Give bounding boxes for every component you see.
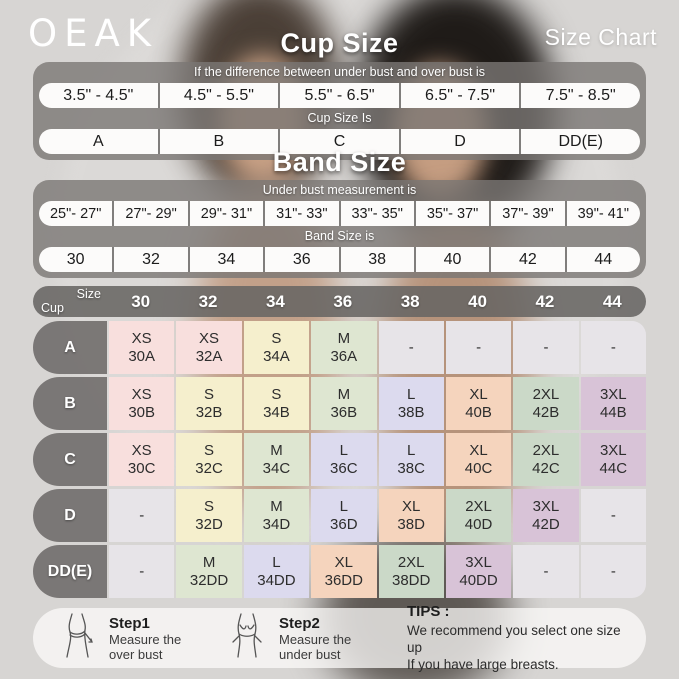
matrix-cell-code: 34DD [257, 571, 296, 589]
matrix-row-label: A [33, 321, 107, 374]
band-value-cell: 38 [339, 247, 414, 272]
matrix-cell-size: S [204, 442, 215, 459]
step2-title: Step2 [279, 614, 320, 632]
matrix-cell [311, 433, 376, 486]
cup-condition-label: If the difference between under bust and over bust is [194, 65, 485, 79]
matrix-cell-size: 2XL [397, 554, 425, 571]
band-value-cell: 36 [263, 247, 338, 272]
brand-logo: OEAK [28, 12, 159, 55]
matrix-cell-code: 30A [128, 347, 156, 365]
page-title: Size Chart [544, 24, 657, 50]
band-value-cell: 34 [188, 247, 263, 272]
cup-size-title: Cup Size [280, 28, 399, 58]
corner-cup-label: Cup [41, 301, 64, 315]
matrix-cell-size: L [407, 386, 416, 403]
matrix-cell-size: M [270, 442, 283, 459]
matrix-cell-empty: - [476, 338, 482, 356]
matrix-cell-size: 2XL [465, 498, 492, 515]
matrix-cell-size: 3XL [599, 386, 627, 403]
cup-range-cell: 5.5" - 6.5" [278, 83, 399, 108]
matrix-column-header: 32 [198, 291, 218, 311]
matrix-cell-code: 44B [599, 403, 627, 421]
step2-text-line2: under bust [279, 646, 341, 662]
matrix-cell-size: XL [402, 498, 421, 515]
matrix-cell-size: S [204, 498, 215, 515]
matrix-cell-size: S [271, 330, 282, 347]
cup-value-cell: D [399, 129, 520, 154]
matrix-cell [581, 377, 646, 430]
matrix-cell [311, 489, 376, 542]
band-range-cell: 27"- 29" [112, 201, 187, 226]
matrix-cell-size: XL [334, 554, 353, 571]
matrix-cell [446, 377, 511, 430]
tips-block [407, 603, 626, 673]
matrix-cell-empty: - [139, 506, 145, 524]
matrix-cell-code: 34D [262, 515, 291, 533]
matrix-cell [581, 545, 646, 598]
band-range-cell: 39"- 41" [565, 201, 640, 226]
tips-line2: If you have large breasts. [407, 657, 559, 672]
matrix-cell-size: M [202, 554, 216, 571]
matrix-cell-size: M [337, 386, 351, 403]
matrix-cell [109, 433, 174, 486]
matrix-column-header: 36 [333, 291, 353, 311]
matrix-cell [176, 545, 241, 598]
band-size-table [33, 180, 646, 278]
band-condition-label: Under bust measurement is [262, 183, 417, 197]
matrix-column-header: 34 [265, 291, 285, 311]
matrix-cell-size: 2XL [532, 442, 560, 459]
matrix-cell-size: S [271, 386, 282, 403]
matrix-cell [379, 433, 444, 486]
matrix-cell-empty: - [408, 338, 414, 356]
matrix-cell [379, 545, 444, 598]
matrix-cell [581, 433, 646, 486]
band-value-cell: 32 [112, 247, 187, 272]
matrix-row [33, 545, 646, 598]
matrix-cell-empty: - [543, 338, 549, 356]
matrix-cell-code: 36DD [324, 571, 363, 589]
matrix-cell [379, 377, 444, 430]
cup-value-cell: B [158, 129, 279, 154]
matrix-cell-code: 38D [397, 515, 425, 533]
tips-title: TIPS : [407, 603, 450, 620]
matrix-cell-code: 32B [195, 403, 223, 421]
matrix-cell-size: XS [131, 442, 152, 459]
matrix-cell-empty: - [543, 562, 549, 580]
matrix-cell-code: 30C [127, 459, 156, 477]
step2-text-line1: Measure the [279, 631, 352, 647]
matrix-header-row [33, 286, 646, 317]
matrix-cell [379, 321, 444, 374]
band-value-cell: 40 [414, 247, 489, 272]
matrix-cell-empty: - [610, 562, 616, 580]
matrix-cell-size: L [339, 442, 348, 459]
matrix-cell [176, 489, 241, 542]
matrix-cell-code: 38B [397, 403, 425, 421]
matrix-cell-code: 42C [532, 459, 560, 477]
matrix-cell [244, 545, 309, 598]
cup-range-cell: 3.5" - 4.5" [63, 86, 134, 104]
matrix-cell-code: 32A [195, 347, 223, 365]
cup-range-row [39, 83, 640, 108]
cup-value-cell: C [278, 129, 399, 154]
matrix-cell-size: XS [131, 330, 152, 347]
matrix-cell [513, 321, 578, 374]
band-range-cell: 37"- 39" [489, 201, 564, 226]
matrix-row-label: D [33, 489, 107, 542]
matrix-cell [311, 377, 376, 430]
matrix-cell [176, 433, 241, 486]
matrix-cell-size: XL [469, 386, 488, 403]
matrix-row-label: B [33, 377, 107, 430]
matrix-cell-code: 30B [128, 403, 156, 421]
matrix-cell-code: 40DD [459, 571, 498, 589]
matrix-cell [176, 377, 241, 430]
matrix-cell [513, 545, 578, 598]
matrix-cell [311, 321, 376, 374]
matrix-cell-empty: - [610, 338, 616, 356]
matrix-cell-code: 44C [599, 459, 628, 477]
cup-size-table [33, 62, 646, 160]
matrix-cell-code: 34A [263, 347, 290, 365]
matrix-cell [581, 489, 646, 542]
band-size-title: Band Size [272, 147, 407, 177]
matrix-cell [244, 377, 309, 430]
measure-overbust-icon [57, 612, 97, 665]
matrix-cell-code: 34B [263, 403, 290, 421]
step1-text-line1: Measure the [109, 631, 182, 647]
measuring-guide-bar [33, 603, 646, 672]
matrix-cell-empty: - [610, 506, 616, 524]
matrix-cell-size: 3XL [532, 498, 560, 515]
matrix-cell [446, 433, 511, 486]
band-range-row [39, 201, 640, 226]
matrix-row [33, 321, 646, 374]
corner-size-label: Size [76, 287, 101, 301]
matrix-cell [109, 545, 174, 598]
matrix-column-header: 38 [400, 291, 420, 311]
matrix-cell-code: 32C [195, 459, 223, 477]
band-range-cell: 33"- 35" [339, 201, 414, 226]
cup-value-cell: A [92, 132, 104, 150]
matrix-cell-size: XL [469, 442, 488, 459]
band-value-cell: 42 [489, 247, 564, 272]
matrix-cell [513, 489, 578, 542]
matrix-cell-size: 2XL [532, 386, 560, 403]
matrix-cell [244, 489, 309, 542]
matrix-cell [446, 489, 511, 542]
matrix-cell-size: 3XL [599, 442, 627, 459]
cup-result-label: Cup Size Is [307, 111, 372, 125]
matrix-cell-code: 32DD [189, 571, 229, 589]
matrix-cell-code: 34C [262, 459, 291, 477]
band-range-cell: 29"- 31" [188, 201, 263, 226]
cup-range-cell: 4.5" - 5.5" [158, 83, 279, 108]
band-value-row [39, 247, 640, 272]
step1-title: Step1 [109, 614, 150, 632]
measure-underbust-icon [227, 612, 267, 665]
cup-range-cell: 7.5" - 8.5" [519, 83, 640, 108]
matrix-cell-empty: - [139, 562, 145, 580]
band-result-label: Band Size is [304, 229, 375, 243]
matrix-cell-code: 38C [397, 459, 425, 477]
matrix-cell-code: 36C [330, 459, 358, 477]
band-range-cell: 35"- 37" [414, 201, 489, 226]
matrix-column-header: 44 [602, 291, 622, 311]
matrix-cell-size: S [204, 386, 215, 403]
matrix-cell-size: L [407, 442, 416, 459]
band-value-cell: 30 [66, 250, 85, 268]
matrix-cell [109, 321, 174, 374]
matrix-cell [109, 489, 174, 542]
matrix-cell-code: 40B [465, 403, 492, 421]
step2-block [279, 615, 397, 662]
band-range-cell: 25"- 27" [49, 205, 102, 222]
matrix-row [33, 433, 646, 486]
tips-line1: We recommend you select one size up [407, 623, 621, 655]
matrix-cell-size: XS [199, 330, 220, 347]
matrix-cell [109, 377, 174, 430]
matrix-row [33, 377, 646, 430]
band-value-cell: 44 [565, 247, 640, 272]
matrix-cell-code: 42B [532, 403, 560, 421]
matrix-column-header: 40 [468, 291, 488, 311]
matrix-cell-code: 32D [195, 515, 223, 533]
matrix-cell [513, 433, 578, 486]
matrix-cell [446, 321, 511, 374]
matrix-cell [244, 321, 309, 374]
matrix-cell [244, 433, 309, 486]
matrix-cell [446, 545, 511, 598]
matrix-cell-size: M [270, 498, 283, 515]
matrix-cell [176, 321, 241, 374]
matrix-cell-code: 36A [330, 347, 358, 365]
matrix-cell-code: 38DD [392, 571, 431, 589]
matrix-cell [311, 545, 376, 598]
matrix-cell-size: L [272, 554, 281, 571]
matrix-row [33, 489, 646, 542]
cup-value-cell: DD(E) [519, 129, 640, 154]
matrix-corner-cell [33, 286, 107, 317]
cup-range-cell: 6.5" - 7.5" [399, 83, 520, 108]
matrix-cell [513, 377, 578, 430]
size-matrix [33, 321, 646, 601]
matrix-cell-size: L [339, 498, 348, 515]
matrix-cell-code: 40D [464, 515, 493, 533]
matrix-column-header: 30 [131, 291, 151, 311]
matrix-cell-size: M [337, 330, 351, 347]
band-range-cell: 31"- 33" [263, 201, 338, 226]
matrix-cell-size: XS [131, 386, 152, 403]
matrix-row-label: DD(E) [33, 545, 107, 598]
matrix-cell-code: 36D [330, 515, 358, 533]
matrix-cell-code: 36B [330, 403, 358, 421]
step1-block [109, 615, 227, 662]
matrix-cell-code: 42D [532, 515, 560, 533]
matrix-row-label: C [33, 433, 107, 486]
matrix-cell [379, 489, 444, 542]
step1-text-line2: over bust [109, 646, 163, 662]
matrix-cell [581, 321, 646, 374]
matrix-cell-size: 3XL [465, 554, 492, 571]
matrix-column-header: 42 [535, 291, 555, 311]
matrix-cell-code: 40C [464, 459, 493, 477]
